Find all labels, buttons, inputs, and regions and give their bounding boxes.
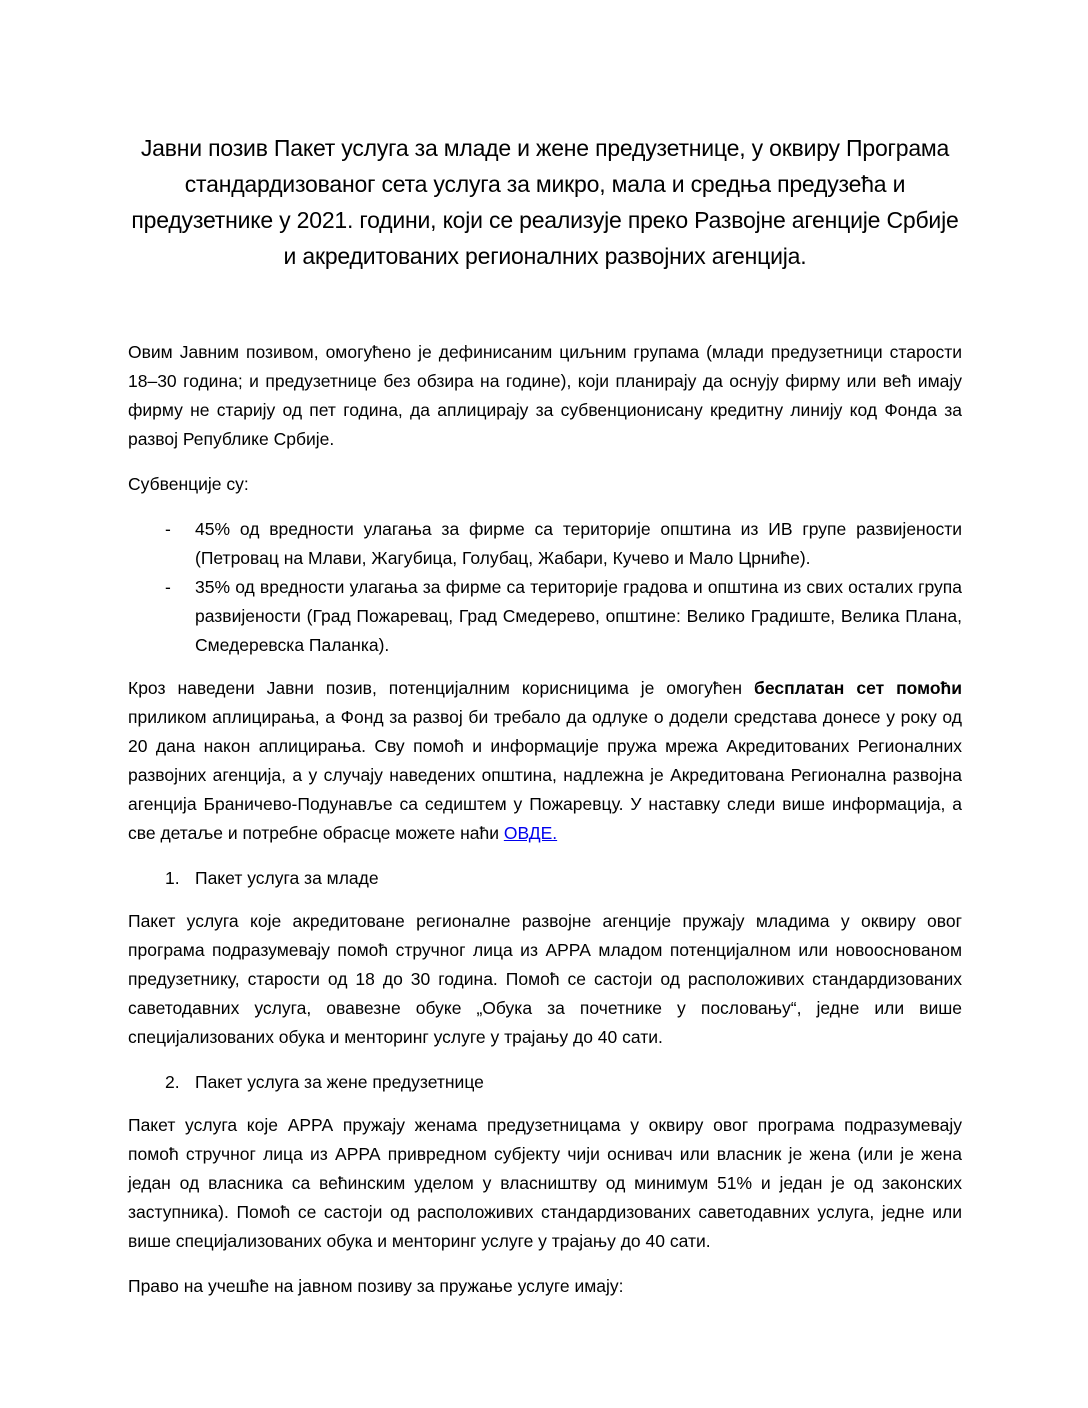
help-paragraph: [128, 674, 962, 848]
help-text-bold: бесплатан сет помоћи: [754, 678, 962, 698]
subsidy-list: [128, 515, 962, 660]
section-number: 1.: [165, 868, 180, 888]
section-body-young: Пакет услуга које акредитоване регионалне развојне агенције пружају младима у оквиру овог програма подразумевају помоћ стручног лица из АРРА младом потенцијалном или новооснованом предузетнику, старости од 18 до 30 година. Помоћ се састоји од расположивих стандардизованих саветодавних услуга, овавезне обуке „Обука за почетнике у пословању“, једне или више специјализованих обука и менторинг услуге у трајању до 40 сати.: [128, 911, 962, 1047]
bullet-dash: -: [165, 519, 171, 539]
list-item: [128, 515, 962, 573]
closing-paragraph: Право на учешће на јавном позиву за пружање услуге имају:: [128, 1276, 624, 1296]
document-title: Јавни позив Пакет услуга за младе и жене предузетнице, у оквиру Програма стандардизованог сета услуга за микро, мала и средња предузећа и предузетнике у 2021. години, који се реализује преко Развојне агенције Србије и акредитованих регионалних развојних агенција.: [131, 135, 959, 269]
list-item-text: 35% од вредности улагања за фирме са територије градова и општина из свих осталих група развијености (Град Пожаревац, Град Смедерево, општине: Велико Градиште, Велика Плана, Смедеревска Паланка).: [195, 577, 962, 655]
list-item-text: 45% од вредности улагања за фирме са територије општина из ИВ групе развијености (Петровац на Млави, Жагубица, Голубац, Жабари, Кучево и Мало Црниће).: [195, 519, 962, 568]
section-number: 2.: [165, 1072, 180, 1092]
bullet-dash: -: [165, 577, 171, 597]
help-text-after: приликом аплицирања, а Фонд за развој би требало да одлуке о додели средстава донесе у року од 20 дана након аплицирања. Сву помоћ и информације пружа мрежа Акредитованих Регионалних развојних агенција, а у случају наведених општина, надлежна је Акредитована Регионална развојна агенција Браничево-Подунавље са седиштем у Пожаревцу. У наставку следи више информација, а све детаље и потребне обрасце можете наћи: [128, 707, 962, 843]
help-text-before: Кроз наведени Јавни позив, потенцијалним корисницима је омогућен: [128, 678, 755, 698]
section-heading-text: Пакет услуга за младе: [195, 868, 379, 888]
section-heading-text: Пакет услуга за жене предузетнице: [195, 1072, 484, 1092]
section-heading-young: [128, 864, 962, 893]
section-heading-women: [128, 1068, 962, 1097]
section-body-women: Пакет услуга које АРРА пружају женама предузетницама у оквиру овог програма подразумевају помоћ стручног лица из АРРА привредном субјекту чији оснивач или власник је жена (или је жена један од власника са већинским уделом у власништву од минимум 51% и један је од законских заступника). Помоћ се састоји од расположивих стандардизованих саветодавних услуга, једне или више специјализованих обука и менторинг услуге у трајању до 40 сати.: [128, 1115, 962, 1251]
list-item: [128, 573, 962, 660]
intro-paragraph: Овим Јавним позивом, омогућено је дефинисаним циљним групама (млади предузетници старости 18–30 година; и предузетнице без обзира на године), који планирају да оснују фирму или већ имају фирму не старију од пет година, да аплицирају за субвенционисану кредитну линију код Фонда за развој Републике Србије.: [128, 342, 962, 449]
subsidies-label: Субвенције су:: [128, 474, 249, 494]
ovde-link[interactable]: ОВДЕ.: [503, 823, 558, 843]
